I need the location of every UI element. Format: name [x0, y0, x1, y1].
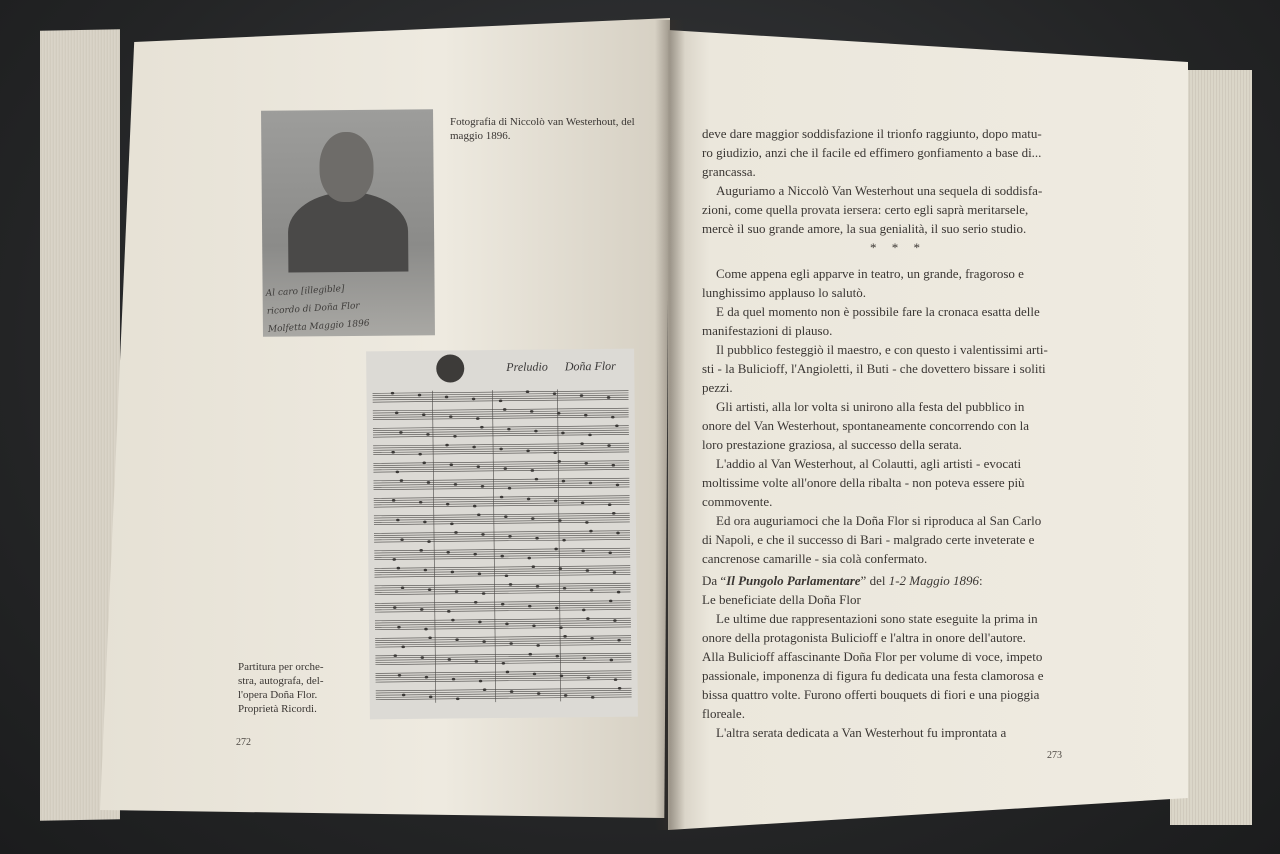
- note-head: [591, 696, 595, 699]
- text-line: E da quel momento non è possibile fare la cronaca esatta delle: [716, 304, 1040, 319]
- staff-line: [374, 550, 630, 553]
- section-separator: * * *: [870, 240, 926, 255]
- note-head: [429, 696, 433, 699]
- note-head: [527, 557, 531, 560]
- note-head: [589, 482, 593, 485]
- score-emblem: [436, 354, 464, 382]
- text-line: passionale, imponenza di figura fu dedicata una festa clamorosa e: [702, 668, 1044, 683]
- note-head: [527, 498, 531, 501]
- note-head: [532, 624, 536, 627]
- staff-line: [374, 500, 630, 503]
- staff-line: [374, 548, 630, 551]
- note-head: [423, 521, 427, 524]
- note-head: [451, 571, 455, 574]
- note-head: [534, 430, 538, 433]
- text-line: Auguriamo a Niccolò Van Westerhout una sequela di soddisfa-: [716, 183, 1043, 198]
- staff-line: [376, 693, 632, 696]
- text-line: Ed ora auguriamoci che la Doña Flor si riproduca al San Carlo: [716, 513, 1042, 528]
- note-head: [419, 501, 423, 504]
- text-line: L'altra serata dedicata a Van Westerhout fu improntata a: [716, 725, 1007, 740]
- note-head: [609, 600, 613, 603]
- note-head: [509, 642, 513, 645]
- page-number-left: 272: [236, 737, 251, 748]
- note-head: [420, 608, 424, 611]
- note-head: [479, 680, 483, 683]
- text-line: Le beneficiate della Doña Flor: [702, 592, 861, 607]
- note-head: [456, 697, 460, 700]
- score-staves: [372, 385, 631, 708]
- note-head: [613, 571, 617, 574]
- portrait-figure-head: [319, 132, 374, 202]
- staff-line: [373, 465, 629, 468]
- note-head: [401, 646, 405, 649]
- note-head: [580, 442, 584, 445]
- note-head: [481, 533, 485, 536]
- note-head: [505, 623, 509, 626]
- staff-line: [374, 504, 630, 507]
- staff-line: [374, 485, 630, 488]
- note-head: [391, 392, 395, 395]
- staff-line: [375, 653, 631, 656]
- note-head: [499, 399, 503, 402]
- inscription-line: Al caro [illegible]: [265, 284, 345, 299]
- note-head: [533, 673, 537, 676]
- note-head: [537, 692, 541, 695]
- note-head: [392, 558, 396, 561]
- note-head: [401, 586, 405, 589]
- note-head: [553, 392, 557, 395]
- note-head: [455, 638, 459, 641]
- note-head: [607, 396, 611, 399]
- note-head: [399, 431, 403, 434]
- note-head: [610, 659, 614, 662]
- text-line: manifestazioni di plauso.: [702, 323, 833, 338]
- note-head: [528, 605, 532, 608]
- text-line: onore della protagonista Bulicioff e l'altra in onore dell'autore.: [702, 630, 1026, 645]
- score-caption-line: l'opera Doña Flor.: [238, 689, 318, 701]
- note-head: [424, 628, 428, 631]
- staff-line: [373, 426, 629, 429]
- note-head: [474, 601, 478, 604]
- note-head: [478, 573, 482, 576]
- note-head: [563, 587, 567, 590]
- note-head: [428, 636, 432, 639]
- bar-line: [557, 389, 560, 701]
- note-head: [446, 551, 450, 554]
- note-head: [526, 450, 530, 453]
- note-head: [447, 658, 451, 661]
- note-head: [509, 583, 513, 586]
- text-line: deve dare maggior soddisfazione il trionfo raggiunto, dopo matu-: [702, 126, 1042, 141]
- score-header-label: Preludio: [506, 359, 548, 374]
- note-head: [449, 463, 453, 466]
- staff-line: [374, 513, 630, 516]
- note-head: [612, 512, 616, 515]
- note-head: [536, 585, 540, 588]
- source-mid: ” del: [860, 573, 889, 588]
- note-head: [402, 694, 406, 697]
- note-head: [395, 411, 399, 414]
- note-head: [616, 532, 620, 535]
- text-line: onore del Van Westerhout, spontaneamente concorrendo con la: [702, 418, 1029, 433]
- note-head: [618, 687, 622, 690]
- note-head: [554, 548, 558, 551]
- text-line: ro giudizio, anzi che il facile ed effimero gonfiamento a base di...: [702, 145, 1042, 160]
- note-head: [393, 654, 397, 657]
- note-head: [397, 626, 401, 629]
- note-head: [425, 676, 429, 679]
- note-head: [530, 410, 534, 413]
- note-head: [581, 501, 585, 504]
- note-head: [446, 503, 450, 506]
- note-head: [586, 617, 590, 620]
- photo-inscription: [265, 275, 428, 339]
- note-head: [531, 517, 535, 520]
- note-head: [424, 569, 428, 572]
- staff-line: [376, 690, 632, 693]
- staff-line: [375, 640, 631, 643]
- note-head: [582, 657, 586, 660]
- staff-line: [373, 415, 629, 418]
- staff-line: [373, 428, 629, 431]
- note-head: [392, 499, 396, 502]
- text-line: lunghissimo applauso lo salutò.: [702, 285, 866, 300]
- staff-line: [374, 574, 630, 577]
- staff-line: [375, 673, 631, 676]
- score-title: [506, 359, 616, 375]
- note-head: [419, 549, 423, 552]
- note-head: [397, 567, 401, 570]
- source-date: 1-2 Maggio 1896: [888, 573, 979, 588]
- note-head: [510, 690, 514, 693]
- note-head: [590, 589, 594, 592]
- text-line: di Napoli, e che il successo di Bari - malgrado certe inveterate e: [702, 532, 1035, 547]
- note-head: [453, 435, 457, 438]
- staff-line: [373, 467, 629, 470]
- text-line: mercè il suo grande amore, la sua genialità, il suo serio studio.: [702, 221, 1027, 236]
- note-head: [501, 603, 505, 606]
- staff-line: [373, 413, 629, 416]
- staff-line: [375, 583, 631, 586]
- score-facsimile: [366, 349, 638, 720]
- note-head: [454, 483, 458, 486]
- note-head: [427, 481, 431, 484]
- staff-line: [374, 487, 630, 490]
- note-head: [447, 610, 451, 613]
- staff-line: [375, 609, 631, 612]
- portrait-figure-body: [288, 191, 409, 272]
- staff-line: [374, 515, 630, 518]
- staff-line: [373, 395, 629, 398]
- text-block-source: [702, 571, 1062, 742]
- staff-line: [375, 618, 631, 621]
- note-head: [450, 523, 454, 526]
- page-number-right: 273: [1047, 750, 1062, 761]
- note-head: [503, 408, 507, 411]
- staff-line: [374, 572, 630, 575]
- note-head: [428, 588, 432, 591]
- staff-line: [375, 623, 631, 626]
- text-line: pezzi.: [702, 380, 733, 395]
- note-head: [476, 417, 480, 420]
- score-header: [366, 349, 634, 388]
- text-line: Gli artisti, alla lor volta si unirono alla festa del pubblico in: [716, 399, 1025, 414]
- staff-line: [374, 522, 630, 525]
- staff-line: [375, 642, 631, 645]
- staff-line: [375, 585, 631, 588]
- staff-line: [375, 675, 631, 678]
- note-head: [499, 448, 503, 451]
- note-head: [473, 553, 477, 556]
- staff-line: [373, 391, 629, 394]
- staff-line: [374, 533, 630, 536]
- note-head: [396, 471, 400, 474]
- note-head: [582, 609, 586, 612]
- note-head: [562, 480, 566, 483]
- staff-line: [375, 644, 631, 647]
- note-head: [585, 521, 589, 524]
- text-block-intro: [702, 124, 1062, 238]
- bar-line: [492, 390, 495, 702]
- bar-line: [432, 391, 435, 703]
- note-head: [561, 432, 565, 435]
- note-head: [420, 656, 424, 659]
- staff-line: [374, 535, 630, 538]
- note-head: [590, 637, 594, 640]
- note-head: [614, 678, 618, 681]
- staff-line: [373, 410, 629, 413]
- note-head: [449, 415, 453, 418]
- text-line: Alla Bulicioff affascinante Doña Flor per volume di voce, impeto: [702, 649, 1043, 664]
- source-line: [702, 571, 1062, 590]
- source-prefix: Da “: [702, 573, 727, 588]
- note-head: [587, 676, 591, 679]
- note-head: [584, 414, 588, 417]
- note-head: [472, 398, 476, 401]
- text-line: grancassa.: [702, 164, 756, 179]
- note-head: [427, 540, 431, 543]
- note-head: [580, 394, 584, 397]
- staff-line: [374, 568, 630, 571]
- note-head: [563, 635, 567, 638]
- note-head: [555, 607, 559, 610]
- text-line: loro prestazione graziosa, al successo della serata.: [702, 437, 962, 452]
- note-head: [555, 655, 559, 658]
- note-head: [472, 446, 476, 449]
- note-head: [455, 590, 459, 593]
- note-head: [482, 592, 486, 595]
- text-line: commovente.: [702, 494, 773, 509]
- note-head: [535, 537, 539, 540]
- staff-line: [374, 570, 630, 573]
- text-line: sti - la Bulicioff, l'Angioletti, il Buti - che dovettero bissare i soliti: [702, 361, 1046, 376]
- note-head: [508, 487, 512, 490]
- text-line: moltissime volte all'onore della ribalta - non poteva essere più: [702, 475, 1025, 490]
- score-title-label: Doña Flor: [564, 358, 616, 374]
- source-suffix: :: [978, 573, 983, 588]
- note-head: [483, 688, 487, 691]
- staff-line: [375, 625, 631, 628]
- inscription-line: ricordo di Doña Flor: [266, 301, 360, 317]
- note-head: [500, 555, 504, 558]
- note-head: [502, 662, 506, 665]
- staff-line: [375, 607, 631, 610]
- staff-line: [373, 393, 629, 396]
- inscription-line: Molfetta Maggio 1896: [267, 318, 370, 335]
- note-head: [536, 644, 540, 647]
- note-head: [617, 639, 621, 642]
- note-head: [506, 671, 510, 674]
- note-head: [396, 519, 400, 522]
- staff-line: [374, 566, 630, 569]
- note-head: [611, 416, 615, 419]
- note-head: [478, 621, 482, 624]
- note-head: [481, 485, 485, 488]
- score-caption-line: Proprietà Ricordi.: [238, 703, 317, 715]
- staff-line: [376, 677, 632, 680]
- note-head: [400, 479, 404, 482]
- staff-line: [374, 537, 630, 540]
- note-head: [504, 515, 508, 518]
- note-head: [608, 503, 612, 506]
- photo-caption: Fotografia di Niccolò van Westerhout, del maggio 1896.: [450, 116, 635, 142]
- text-block-main: [702, 264, 1062, 568]
- score-caption-line: stra, autografa, del-: [238, 675, 324, 687]
- text-line: Le ultime due rappresentazioni sono state eseguite la prima in: [716, 611, 1038, 626]
- staff-line: [373, 478, 629, 481]
- note-head: [613, 619, 617, 622]
- staff-line: [373, 452, 629, 455]
- staff-line: [373, 417, 629, 420]
- note-head: [505, 574, 509, 577]
- note-head: [608, 551, 612, 554]
- note-head: [532, 565, 536, 568]
- note-head: [445, 396, 449, 399]
- note-head: [581, 550, 585, 553]
- note-head: [418, 394, 422, 397]
- note-head: [452, 678, 456, 681]
- note-head: [500, 496, 504, 499]
- note-head: [391, 451, 395, 454]
- staff-line: [373, 463, 629, 466]
- staff-line: [373, 461, 629, 464]
- staff-line: [373, 430, 629, 433]
- note-head: [473, 505, 477, 508]
- note-head: [454, 531, 458, 534]
- text-line: zioni, come quella provata iersera: certo egli saprà meritarsele,: [702, 202, 1029, 217]
- portrait-photo: [261, 109, 435, 336]
- staff-line: [375, 592, 631, 595]
- staff-line: [375, 655, 631, 658]
- note-head: [400, 538, 404, 541]
- note-head: [531, 469, 535, 472]
- staff-line: [376, 688, 632, 691]
- text-line: Come appena egli apparve in teatro, un grande, fragoroso e: [716, 266, 1024, 281]
- note-head: [445, 444, 449, 447]
- staff-line: [375, 627, 631, 630]
- note-head: [584, 462, 588, 465]
- score-caption-line: Partitura per orche-: [238, 661, 324, 673]
- note-head: [615, 424, 619, 427]
- note-head: [607, 444, 611, 447]
- staff-line: [375, 671, 631, 674]
- note-head: [611, 464, 615, 467]
- note-head: [422, 413, 426, 416]
- note-head: [426, 433, 430, 436]
- text-line: Il pubblico festeggiò il maestro, e con questo i valentissimi arti-: [716, 342, 1048, 357]
- staff-line: [373, 408, 629, 411]
- note-head: [616, 484, 620, 487]
- note-head: [477, 513, 481, 516]
- note-head: [393, 606, 397, 609]
- staff-line: [374, 539, 630, 542]
- book-gutter: [655, 20, 685, 830]
- note-head: [418, 453, 422, 456]
- note-head: [451, 619, 455, 622]
- note-head: [398, 674, 402, 677]
- note-head: [586, 569, 590, 572]
- text-line: bissa quattro volte. Furono offerti bouquets di fiori e una pioggia: [702, 687, 1040, 702]
- text-line: L'addio al Van Westerhout, al Colautti, agli artisti - evocati: [716, 456, 1022, 471]
- note-head: [422, 461, 426, 464]
- note-head: [554, 500, 558, 503]
- text-line: cancrenose camarille - sia colà confermato.: [702, 551, 928, 566]
- staff-line: [374, 502, 630, 505]
- staff-line: [375, 658, 631, 661]
- score-caption: [238, 660, 348, 716]
- note-head: [475, 660, 479, 663]
- note-head: [588, 434, 592, 437]
- note-head: [480, 426, 484, 429]
- staff-line: [375, 620, 631, 623]
- staff-line: [373, 443, 629, 446]
- note-head: [504, 467, 508, 470]
- note-head: [564, 694, 568, 697]
- note-head: [507, 428, 511, 431]
- note-head: [482, 640, 486, 643]
- staff-line: [374, 518, 630, 521]
- staff-line: [374, 520, 630, 523]
- staff-line: [373, 469, 629, 472]
- note-head: [553, 451, 557, 454]
- note-head: [476, 465, 480, 468]
- text-line: floreale.: [702, 706, 745, 721]
- staff-line: [376, 679, 632, 682]
- note-head: [562, 539, 566, 542]
- note-head: [528, 653, 532, 656]
- note-head: [526, 390, 530, 393]
- note-head: [617, 591, 621, 594]
- note-head: [589, 530, 593, 533]
- note-head: [535, 478, 539, 481]
- source-title: Il Pungolo Parlamentare: [726, 573, 861, 588]
- note-head: [508, 535, 512, 538]
